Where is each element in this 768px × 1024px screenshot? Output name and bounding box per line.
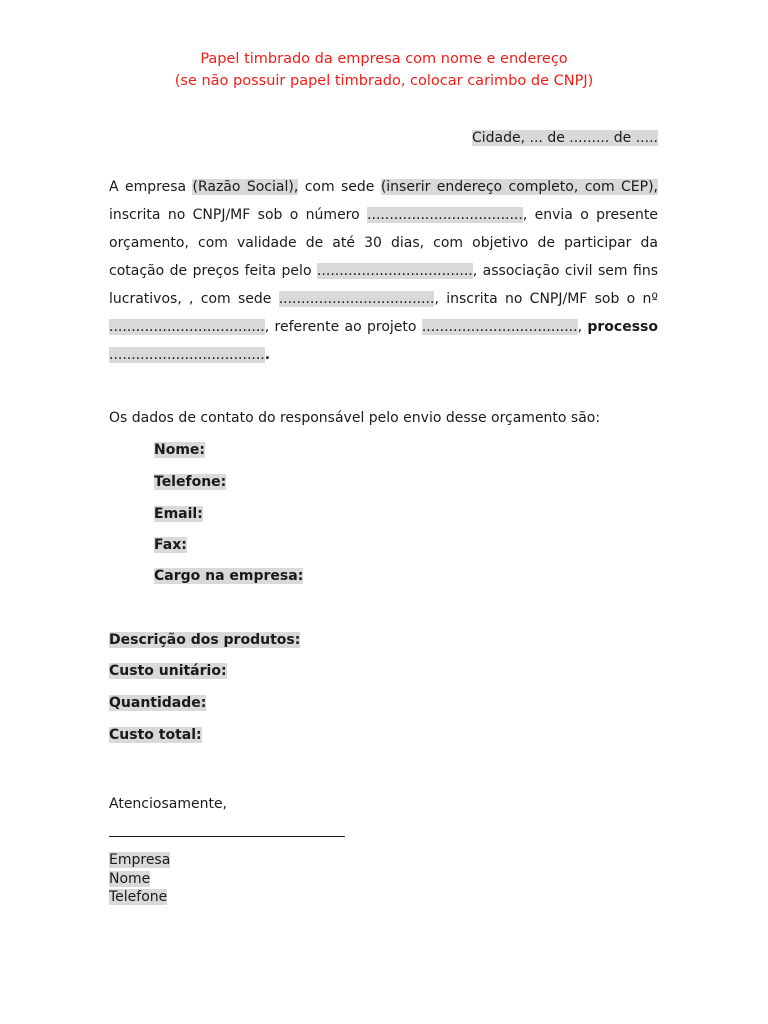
- product-description-label: Descrição dos produtos:: [109, 632, 301, 648]
- body-text-1: A empresa: [109, 179, 193, 195]
- quantity-label: Quantidade:: [109, 695, 207, 711]
- body-text-2: com sede: [298, 179, 381, 195]
- body-text-4: , envia o presente orçamento, com validade de até 30 dias, com objetivo de participar da cotação de preços feita pelo: [109, 207, 658, 279]
- body-text-9: .: [264, 347, 271, 363]
- letterhead-subtitle: (se não possuir papel timbrado, colocar carimbo de CNPJ): [174, 73, 594, 89]
- process-label: processo: [587, 319, 658, 335]
- contact-name-label: Nome:: [154, 442, 206, 458]
- signature-name: Nome: [109, 871, 151, 887]
- contact-phone-label: Telefone:: [154, 474, 227, 490]
- letterhead-title: Papel timbrado da empresa com nome e endereço: [200, 51, 568, 67]
- signature-line: [109, 836, 345, 837]
- body-text-6: , inscrita no CNPJ/MF sob o nº: [434, 291, 658, 307]
- date-line: Cidade, ... de ......... de .....: [472, 130, 658, 146]
- cnpj2-blank: ...................................: [109, 319, 265, 335]
- body-text-7: , referente ao projeto: [264, 319, 422, 335]
- contact-role-label: Cargo na empresa:: [154, 568, 304, 584]
- cnpj-blank: ...................................: [367, 207, 523, 223]
- contact-fax-label: Fax:: [154, 537, 187, 553]
- body-text-3: inscrita no CNPJ/MF sob o número: [109, 207, 368, 223]
- total-cost-label: Custo total:: [109, 727, 202, 743]
- closing-text: Atenciosamente,: [109, 796, 228, 812]
- project-blank: ...................................: [421, 319, 578, 335]
- razao-social-placeholder: (Razão Social),: [192, 179, 299, 195]
- headquarters-blank: ...................................: [278, 291, 435, 307]
- contact-email-label: Email:: [154, 506, 203, 522]
- signature-phone: Telefone: [109, 889, 168, 905]
- unit-cost-label: Custo unitário:: [109, 663, 227, 679]
- entity-blank: ...................................: [316, 263, 473, 279]
- body-text-5: , associação civil sem fins lucrativos, , com sede: [109, 263, 658, 307]
- body-text-8: ,: [577, 319, 588, 335]
- signature-company: Empresa: [109, 852, 171, 868]
- body-paragraph: [109, 173, 658, 369]
- contact-intro: Os dados de contato do responsável pelo envio desse orçamento são:: [109, 410, 601, 426]
- process-blank: ...................................: [109, 347, 265, 363]
- address-placeholder: (inserir endereço completo, com CEP),: [380, 179, 658, 195]
